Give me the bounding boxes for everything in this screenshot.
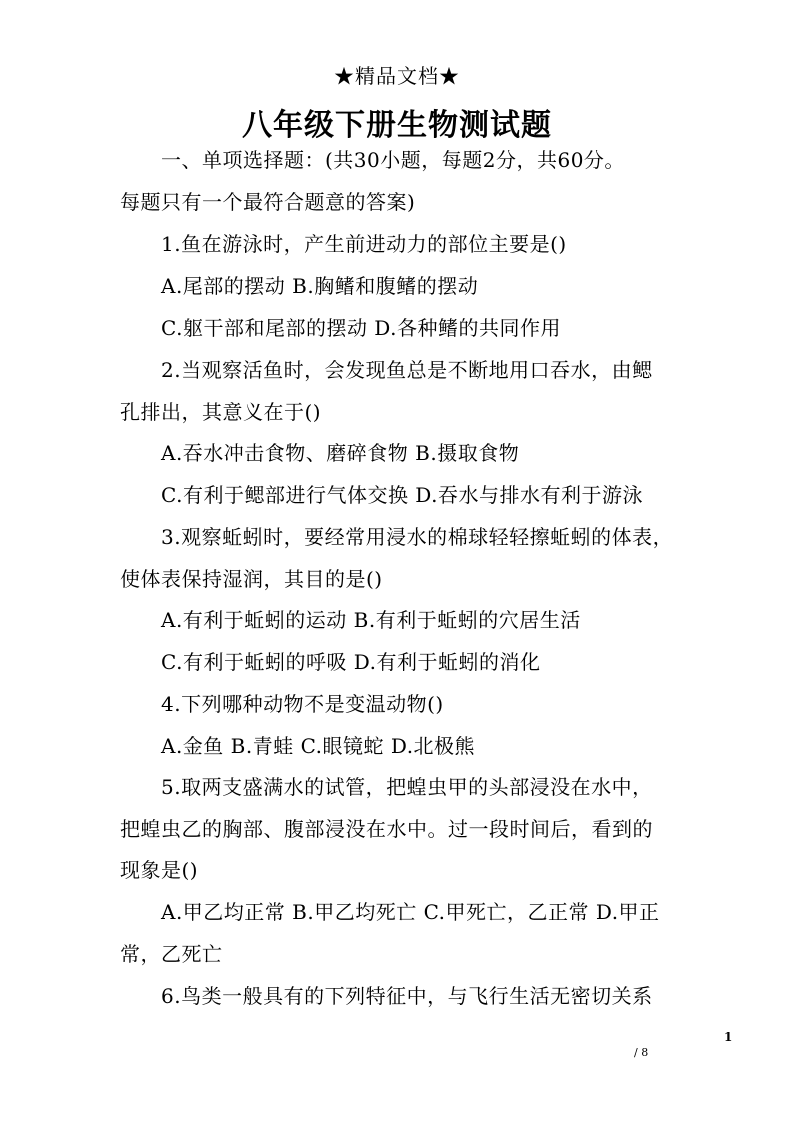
text-line: A.有利于蚯蚓的运动 B.有利于蚯蚓的穴居生活 [161, 608, 581, 632]
text-line: 每题只有一个最符合题意的答案) [120, 190, 416, 214]
text-line: C.有利于鳃部进行气体交换 D.吞水与排水有利于游泳 [161, 483, 643, 507]
page-title: 八年级下册生物测试题 [242, 108, 552, 143]
text-line: 2.当观察活鱼时，会发现鱼总是不断地用口吞水，由鳃 [161, 358, 653, 382]
text-line: C.有利于蚯蚓的呼吸 D.有利于蚯蚓的消化 [161, 650, 541, 674]
text-line: 4.下列哪种动物不是变温动物() [161, 692, 444, 716]
text-line: 6.鸟类一般具有的下列特征中，与飞行生活无密切关系 [161, 984, 653, 1008]
text-line: 1.鱼在游泳时，产生前进动力的部位主要是() [161, 232, 567, 256]
text-line: A.吞水冲击食物、磨碎食物 B.摄取食物 [161, 441, 520, 465]
text-line: A.甲乙均正常 B.甲乙均死亡 C.甲死亡，乙正常 D.甲正 [161, 900, 660, 924]
text-line: 孔排出，其意义在于() [120, 400, 322, 424]
text-line: 把蝗虫乙的胸部、腹部浸没在水中。过一段时间后，看到的 [120, 817, 653, 841]
page-count: / 8 [634, 1046, 649, 1059]
text-line: 现象是() [120, 858, 199, 882]
page-number: 1 [724, 1030, 733, 1044]
text-line: 3.观察蚯蚓时，要经常用浸水的棉球轻轻擦蚯蚓的体表， [161, 525, 674, 549]
text-line: 使体表保持湿润，其目的是() [120, 567, 383, 591]
text-line: A.金鱼 B.青蛙 C.眼镜蛇 D.北极熊 [161, 734, 476, 758]
text-line: A.尾部的摆动 B.胸鳍和腹鳍的摆动 [161, 274, 479, 298]
document-header: ★精品文档★ [334, 64, 460, 88]
text-line: 5.取两支盛满水的试管，把蝗虫甲的头部浸没在水中， [161, 775, 653, 799]
text-line: C.躯干部和尾部的摆动 D.各种鳍的共同作用 [161, 316, 561, 340]
text-line: 常，乙死亡 [120, 942, 223, 966]
text-line: 一、单项选择题：(共30小题，每题2分，共60分。 [161, 148, 625, 172]
